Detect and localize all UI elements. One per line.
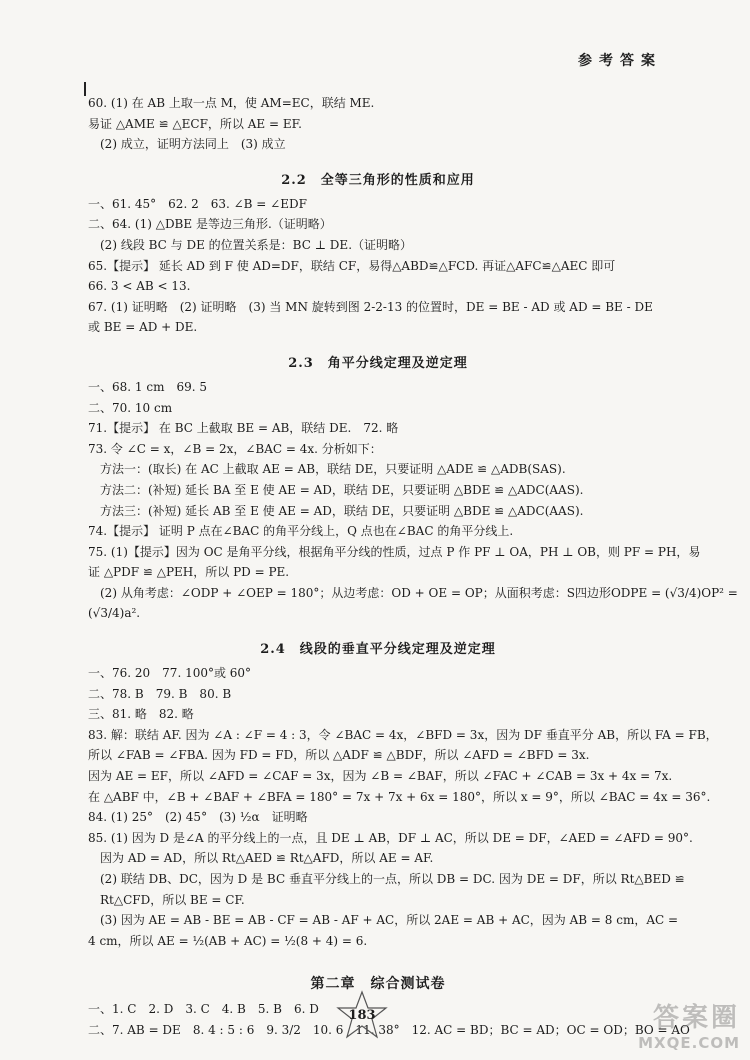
answer-line: (2) 联结 DB、DC，因为 D 是 BC 垂直平分线上的一点，所以 DB = DC. 因为 DE = DF，所以 Rt△BED ≌ [100,872,685,886]
section-heading: 2.4 线段的垂直平分线定理及逆定理 [260,642,496,658]
margin-mark [84,82,86,96]
answer-line: 或 BE = AD + DE. [88,320,198,335]
section-heading: 2.2 全等三角形的性质和应用 [281,172,475,188]
answer-line: 二、70. 10 cm [88,400,173,415]
answer-line: 因为 AD = AD，所以 Rt△AED ≌ Rt△AFD，所以 AE = AF. [100,851,434,866]
answer-line: 75. (1)【提示】因为 OC 是角平分线，根据角平分线的性质，过点 P 作 PF ⊥ OA，PH ⊥ OB，则 PF = PH，易 [88,544,701,559]
answer-line: 方法三：(补短) 延长 AB 至 E 使 AE = AD，联结 DE，只要证明 △BDE ≌ △ADC(AAS). [100,503,584,518]
section-heading: 2.3 角平分线定理及逆定理 [288,355,468,371]
answer-line: 67. (1) 证明略 (2) 证明略 (3) 当 MN 旋转到图 2-2-13 的位置时，DE = BE - AD 或 AD = BE - DE [88,299,653,314]
answer-line: 三、81. 略 82. 略 [88,707,194,722]
answer-line: 4 cm，所以 AE = ½(AB + AC) = ½(8 + 4) = 6. [88,933,368,948]
answer-line: 一、68. 1 cm 69. 5 [88,379,207,394]
section-heading: 第二章 综合测试卷 [310,976,446,993]
answer-line: 易证 △AME ≌ △ECF，所以 AE = EF. [88,116,302,131]
watermark-bottom: MXQE.COM [638,1034,740,1052]
answer-line: 71.【提示】 在 BC 上截取 BE = AB，联结 DE. 72. 略 [88,421,399,436]
answer-line: 在 △ABF 中，∠B + ∠BAF + ∠BFA = 180° = 7x + 7x + 6x = 180°，所以 x = 9°，所以 ∠BAC = 4x = 36°. [88,789,711,804]
answer-line: 二、78. B 79. B 80. B [88,686,232,701]
answer-line: (2) 线段 BC 与 DE 的位置关系是：BC ⊥ DE.（证明略） [100,237,413,252]
watermark-top: 答案圈 [652,1003,740,1033]
answer-line: (√3/4)a². [88,606,141,621]
answer-line: 84. (1) 25° (2) 45° (3) ½α 证明略 [88,810,308,825]
answer-line: (2) 成立，证明方法同上 (3) 成立 [100,137,286,152]
answer-line: 二、64. (1) △DBE 是等边三角形.（证明略） [88,217,332,232]
answer-line: 66. 3 < AB < 13. [88,279,191,294]
answer-line: 二、7. AB = DE 8. 4 : 5 : 6 9. 3/2 10. 6 11. 38° 12. AC = BD；BC = AD；OC = OD；BO = AO [88,1022,690,1037]
answer-line: Rt△CFD，所以 BE = CF. [100,892,245,907]
answer-line: 所以 ∠FAB = ∠FBA. 因为 FD = FD，所以 △ADF ≌ △BDF，所以 ∠AFD = ∠BFD = 3x. [88,748,590,763]
answer-line: 方法一：(取长) 在 AC 上截取 AE = AB，联结 DE，只要证明 △ADE ≌ △ADB(SAS). [100,462,566,477]
answer-line: 74.【提示】 证明 P 点在∠BAC 的角平分线上，Q 点也在∠BAC 的角平分线上. [88,524,514,539]
answer-line: 一、76. 20 77. 100°或 60° [88,666,252,681]
answer-line: 方法二：(补短) 延长 BA 至 E 使 AE = AD，联结 DE，只要证明 △BDE ≌ △ADC(AAS). [100,482,584,497]
answer-line: 因为 AE = EF，所以 ∠AFD = ∠CAF = 3x，因为 ∠B = ∠BAF，所以 ∠FAC + ∠CAB = 3x + 4x = 7x. [88,769,673,784]
answer-line: 60. (1) 在 AB 上取一点 M，使 AM=EC，联结 ME. [88,96,375,110]
page-header-title: 参考答案 [578,53,662,69]
watermark-logo [638,997,740,1052]
answer-line: 85. (1) 因为 D 是∠A 的平分线上的一点，且 DE ⊥ AB，DF ⊥ AC，所以 DE = DF，∠AED = ∠AFD = 90°. [88,830,693,845]
answer-line: 一、61. 45° 62. 2 63. ∠B = ∠EDF [88,196,307,211]
answer-line: (3) 因为 AE = AB - BE = AB - CF = AB - AF + AC，所以 2AE = AB + AC，因为 AB = 8 cm，AC = [100,913,679,928]
answer-line: (2) 从角考虑：∠ODP + ∠OEP = 180°；从边考虑：OD + OE = OP；从面积考虑：S四边形ODPE = (√3/4)OP² = [100,585,738,600]
page-number: 183 [348,1008,376,1023]
answer-line: 73. 令 ∠C = x，∠B = 2x，∠BAC = 4x. 分析如下： [88,441,382,456]
answer-line: 83. 解：联结 AF. 因为 ∠A : ∠F = 4 : 3，令 ∠BAC = 4x，∠BFD = 3x，因为 DF 垂直平分 AB，所以 FA = FB， [88,727,718,742]
answer-line: 一、1. C 2. D 3. C 4. B 5. B 6. D [88,1002,319,1017]
answer-line: 证 △PDF ≌ △PEH，所以 PD = PE. [88,565,290,580]
answer-line: 65.【提示】 延长 AD 到 F 使 AD=DF，联结 CF，易得△ABD≌△FCD. 再证△AFC≌△AEC 即可 [88,258,616,273]
